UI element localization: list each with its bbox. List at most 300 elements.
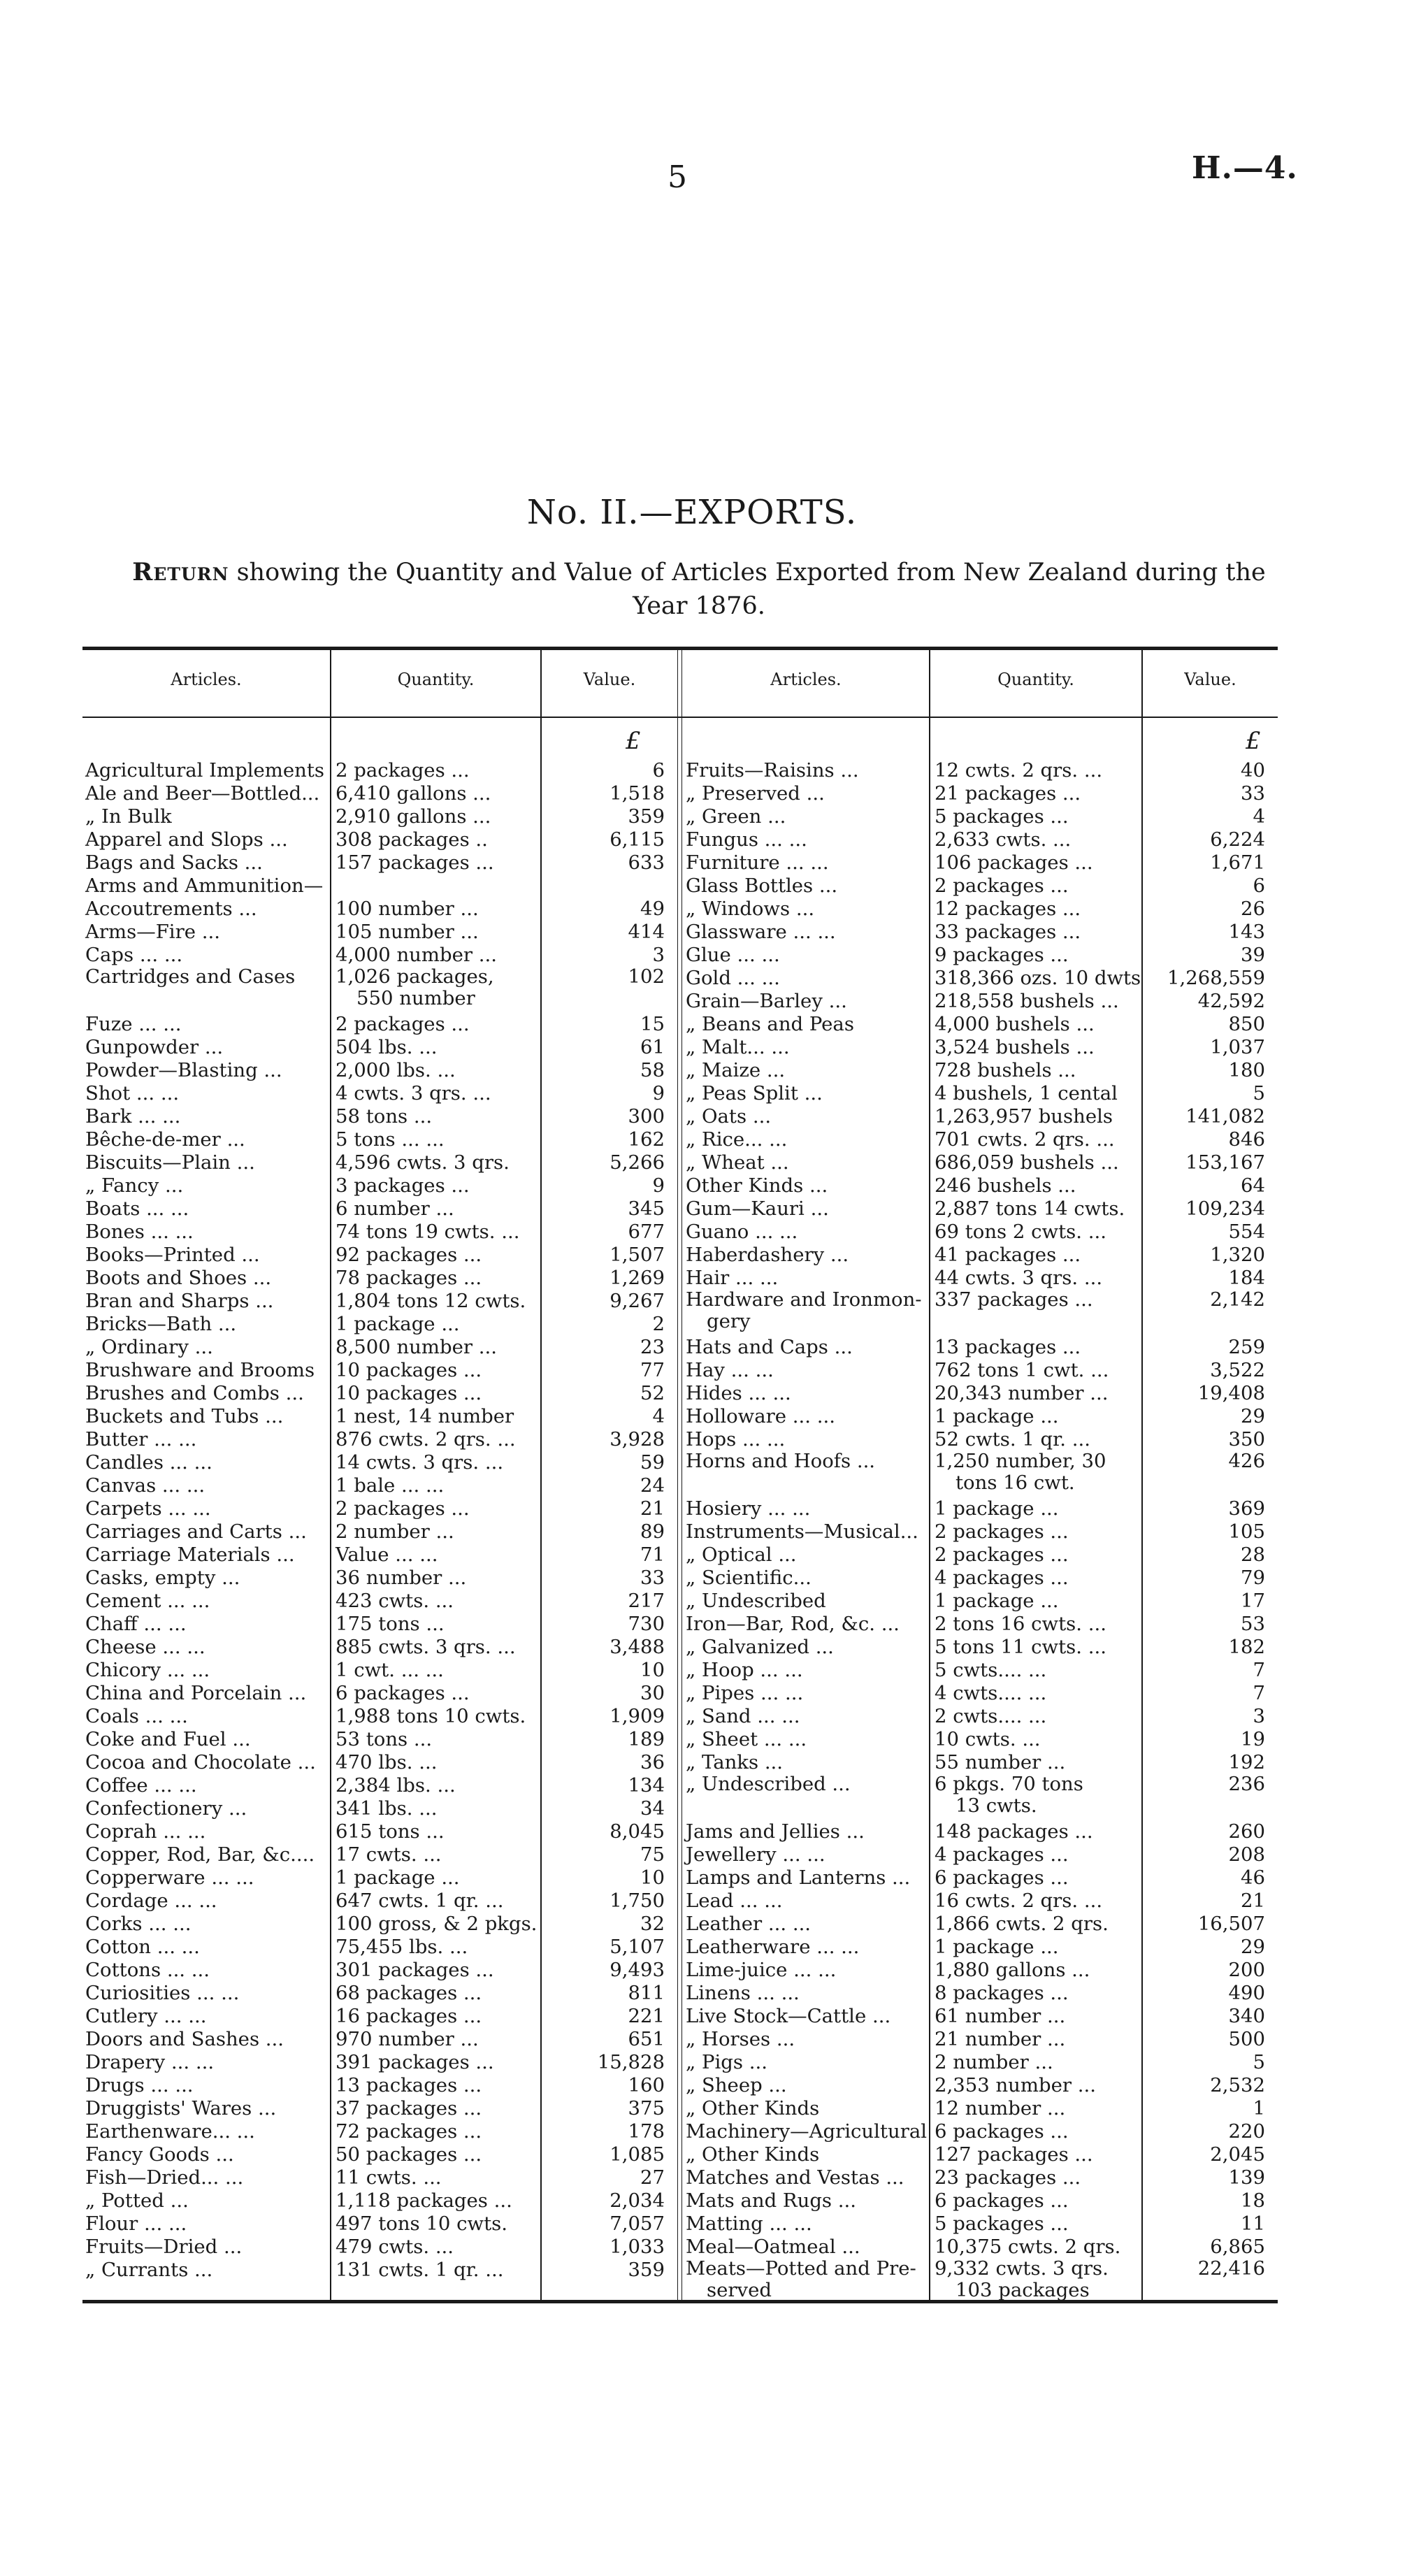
article-cell: Lamps and Lanterns ... [686,1866,911,1889]
value-cell: 34 [640,1797,665,1820]
table-row [82,2235,677,2258]
value-cell: 29 [1241,1936,1265,1958]
quantity-cell: 3,524 bushels ... [935,1036,1095,1058]
value-cell: 21 [1241,1890,1265,1912]
table-row [82,1404,677,1427]
table-row [82,920,677,943]
value-cell: 10 [640,1659,665,1681]
value-cell: 53 [1241,1613,1265,1635]
value-cell: 3 [1253,1705,1265,1727]
article-cell: Hops ... ... [686,1428,786,1451]
article-cell: Live Stock—Cattle ... [686,2005,891,2027]
article-cell: Cocoa and Chocolate ... [85,1751,316,1773]
value-cell: 49 [640,898,665,920]
value-cell: 5,107 [610,1936,665,1958]
quantity-cell: 6 packages ... [935,2189,1069,2212]
table-row [683,1681,1278,1704]
quantity-cell: 16 packages ... [336,2005,482,2027]
value-cell: 1,750 [610,1890,665,1912]
table-row [82,966,677,1012]
table-row [683,1128,1278,1151]
value-cell: 143 [1228,921,1265,943]
quantity-cell: 341 lbs. ... [336,1797,438,1820]
table-row [82,1797,677,1820]
quantity-cell: 8 packages ... [935,1982,1069,2004]
value-cell: 109,234 [1185,1197,1265,1220]
quantity-cell: 2 number ... [935,2051,1053,2073]
quantity-cell: 72 packages ... [336,2120,482,2143]
quantity-cell: 69 tons 2 cwts. ... [935,1221,1106,1243]
article-cell: Fancy Goods ... [85,2143,234,2166]
quantity-cell: 4,000 number ... [336,944,497,966]
value-cell: 39 [1241,944,1265,966]
article-cell: Chicory ... ... [85,1659,210,1681]
exports-table-right [683,758,1278,2304]
article-cell: Agricultural Implements [85,759,324,782]
table-row [82,1243,677,1266]
quantity-cell: 12 packages ... [935,898,1081,920]
table-row [82,1427,677,1451]
article-cell: Lead ... ... [686,1890,783,1912]
value-cell: 58 [640,1059,665,1081]
article-cell: Biscuits—Plain ... [85,1151,255,1174]
article-cell: „ Rice... ... [686,1128,788,1151]
article-cell: Candles ... ... [85,1451,212,1474]
quantity-cell: 5 tons ... ... [336,1128,445,1151]
quantity-cell: 4 packages ... [935,1567,1069,1589]
table-row [683,897,1278,920]
article-cell: „ Malt... ... [686,1036,790,1058]
article-cell: Corks ... ... [85,1913,192,1935]
value-cell: 1,671 [1210,851,1265,874]
value-cell: 5 [1253,1082,1265,1104]
article-cell: Carpets ... ... [85,1497,211,1520]
article-cell: Fruits—Raisins ... [686,759,859,782]
table-row [683,1889,1278,1912]
article-cell: Linens ... ... [686,1982,800,2004]
value-cell: 340 [1228,2005,1265,2027]
value-cell: 7 [1253,1682,1265,1704]
table-row [82,2027,677,2050]
value-cell: 180 [1228,1059,1265,1081]
quantity-cell: 1 cwt. ... ... [336,1659,444,1681]
article-cell: „ Horses ... [686,2028,795,2050]
quantity-cell: 74 tons 19 cwts. ... [336,1221,520,1243]
article-cell: Brushware and Brooms [85,1359,315,1381]
article-cell: Cordage ... ... [85,1890,217,1912]
value-cell: 300 [628,1105,665,1128]
value-cell: 345 [628,1197,665,1220]
quantity-cell: 12 number ... [935,2097,1066,2120]
quantity-cell: Value ... ... [336,1544,438,1566]
article-cell: Matches and Vestas ... [686,2166,904,2189]
table-row [82,828,677,851]
quantity-cell: 1 nest, 14 number [336,1405,514,1427]
article-cell: Boats ... ... [85,1197,189,1220]
article-cell: Copperware ... ... [85,1866,254,1889]
quantity-cell: 10 packages ... [336,1359,482,1381]
quantity-cell: 301 packages ... [336,1959,494,1981]
table-row [82,1935,677,1958]
article-cell: Machinery—Agricultural [686,2120,928,2143]
article-cell: „ Other Kinds [686,2143,820,2166]
value-cell: 369 [1228,1497,1265,1520]
table-row [683,1912,1278,1935]
article-cell: Bags and Sacks ... [85,851,263,874]
quantity-cell: 4 packages ... [935,1843,1069,1866]
quantity-cell: 391 packages ... [336,2051,494,2073]
table-row [82,1058,677,1081]
article-cell: China and Porcelain ... [85,1682,307,1704]
table-row [82,1104,677,1128]
quantity-cell: 44 cwts. 3 qrs. ... [935,1267,1103,1289]
quantity-cell: 5 packages ... [935,2212,1069,2235]
article-cell: Coke and Fuel ... [85,1728,251,1750]
value-cell: 846 [1228,1128,1265,1151]
value-cell: 6,224 [1210,828,1265,851]
value-cell: 1,507 [610,1244,665,1266]
value-cell: 17 [1241,1590,1265,1612]
quantity-cell: 148 packages ... [935,1820,1093,1843]
quantity-cell: 1 package ... [336,1866,460,1889]
article-cell: Coprah ... ... [85,1820,206,1843]
quantity-cell: 131 cwts. 1 qr. ... [336,2259,504,2281]
quantity-cell: 1,118 packages ... [336,2189,512,2212]
quantity-cell: 52 cwts. 1 qr. ... [935,1428,1090,1451]
article-cell: „ Sheep ... [686,2074,787,2096]
value-cell: 105 [1228,1520,1265,1543]
value-cell: 7 [1253,1659,1265,1681]
table-row [683,1843,1278,1866]
quantity-cell: 6 pkgs. 70 tons 13 cwts. [935,1773,1083,1817]
quantity-cell: 1,263,957 bushels [935,1105,1113,1128]
quantity-cell: 1 package ... [336,1313,460,1335]
quantity-cell: 615 tons ... [336,1820,445,1843]
table-row [683,1704,1278,1727]
article-cell: Drapery ... ... [85,2051,215,2073]
article-cell: Meal—Oatmeal ... [686,2236,860,2258]
table-row [683,1335,1278,1358]
quantity-cell: 75,455 lbs. ... [336,1936,468,1958]
value-cell: 260 [1228,1820,1265,1843]
article-cell: „ Peas Split ... [686,1082,823,1104]
quantity-cell: 13 packages ... [935,1336,1081,1358]
table-row [683,943,1278,966]
table-row [683,1081,1278,1104]
value-cell: 850 [1228,1013,1265,1035]
table-row [683,1658,1278,1681]
quantity-cell: 100 number ... [336,898,479,920]
value-cell: 79 [1241,1567,1265,1589]
article-cell: „ Optical ... [686,1544,797,1566]
table-row [683,1381,1278,1404]
value-cell: 19 [1241,1728,1265,1750]
center-double-divider [677,650,682,2303]
table-row [683,1104,1278,1128]
value-cell: 6,115 [610,828,665,851]
table-row [683,2258,1278,2304]
article-cell: Buckets and Tubs ... [85,1405,284,1427]
table-row [683,1035,1278,1058]
table-row [82,1497,677,1520]
quantity-cell: 728 bushels ... [935,1059,1076,1081]
quantity-cell: 12 cwts. 2 qrs. ... [935,759,1103,782]
value-cell: 15 [640,1013,665,1035]
article-cell: Coffee ... ... [85,1774,197,1797]
quantity-cell: 6 packages ... [935,1866,1069,1889]
value-cell: 26 [1241,898,1265,920]
table-row [82,782,677,805]
table-row [82,1012,677,1035]
article-cell: Horns and Hoofs ... [686,1451,876,1472]
table-row [82,2189,677,2212]
article-cell: „ Ordinary ... [85,1336,213,1358]
table-row [82,1174,677,1197]
quantity-cell: 885 cwts. 3 qrs. ... [336,1636,516,1658]
document-reference: H.—4. [1192,150,1298,186]
quantity-cell: 33 packages ... [935,921,1081,943]
value-cell: 22,416 [1197,2258,1265,2280]
value-cell: 350 [1228,1428,1265,1451]
article-cell: „ Green ... [686,805,786,828]
quantity-cell: 470 lbs. ... [336,1751,438,1773]
header-value-left: Value. [583,670,636,689]
article-cell: „ Sand ... ... [686,1705,800,1727]
article-cell: Ale and Beer—Bottled... [85,782,320,805]
table-row [82,758,677,782]
article-cell: „ Oats ... [686,1105,772,1128]
table-row [683,2027,1278,2050]
value-cell: 3,522 [1210,1359,1265,1381]
quantity-cell: 4 cwts. 3 qrs. ... [336,1082,491,1104]
quantity-cell: 17 cwts. ... [336,1843,442,1866]
table-row [82,1335,677,1358]
quantity-cell: 23 packages ... [935,2166,1081,2189]
value-cell: 1,268,559 [1167,967,1265,989]
quantity-cell: 876 cwts. 2 qrs. ... [336,1428,516,1451]
value-cell: 59 [640,1451,665,1474]
article-cell: Coals ... ... [85,1705,188,1727]
table-row [82,1773,677,1797]
table-row [82,1220,677,1243]
quantity-cell: 37 packages ... [336,2097,482,2120]
header-quantity-right: Quantity. [997,670,1074,689]
value-cell: 46 [1241,1866,1265,1889]
quantity-cell: 337 packages ... [935,1289,1093,1311]
value-cell: 3,488 [610,1636,665,1658]
table-row [683,1427,1278,1451]
quantity-cell: 1,026 packages, 550 number [336,966,494,1009]
page-number: 5 [668,159,687,195]
table-row [82,1151,677,1174]
quantity-cell: 762 tons 1 cwt. ... [935,1359,1109,1381]
article-cell: Bricks—Bath ... [85,1313,237,1335]
table-row [683,1589,1278,1612]
article-cell: Arms—Fire ... [85,921,220,943]
article-cell: Other Kinds ... [686,1174,828,1197]
quantity-cell: 105 number ... [336,921,479,943]
article-cell: „ Scientific... [686,1567,812,1589]
article-cell: „ Galvanized ... [686,1636,834,1658]
article-cell: Curiosities ... ... [85,1982,240,2004]
value-cell: 6 [1253,875,1265,897]
value-cell: 102 [628,966,665,988]
table-row [82,2073,677,2096]
table-row [683,2050,1278,2073]
quantity-cell: 10,375 cwts. 2 qrs. [935,2236,1121,2258]
table-row [82,1128,677,1151]
article-cell: Iron—Bar, Rod, &c. ... [686,1613,900,1635]
article-cell: Grain—Barley ... [686,990,847,1012]
quantity-cell: 2,384 lbs. ... [336,1774,456,1797]
value-cell: 33 [1241,782,1265,805]
article-cell: Fungus ... ... [686,828,807,851]
article-cell: „ Beans and Peas [686,1013,854,1035]
value-cell: 4 [1253,805,1265,828]
quantity-cell: 5 packages ... [935,805,1069,828]
article-cell: Bones ... ... [85,1221,194,1243]
table-row [82,1889,677,1912]
article-cell: Jewellery ... ... [686,1843,825,1866]
article-cell: Cottons ... ... [85,1959,210,1981]
value-cell: 28 [1241,1544,1265,1566]
quantity-cell: 318,366 ozs. 10 dwts [935,967,1141,989]
article-cell: Chaff ... ... [85,1613,187,1635]
article-cell: Apparel and Slops ... [85,828,288,851]
table-row [683,1981,1278,2004]
table-row [82,897,677,920]
table-row [82,1081,677,1104]
table-row [683,1058,1278,1081]
header-value-right: Value. [1184,670,1236,689]
table-row [82,1520,677,1543]
quantity-cell: 1 package ... [935,1497,1059,1520]
article-cell: „ Tanks ... [686,1751,784,1773]
quantity-cell: 20,343 number ... [935,1382,1109,1404]
quantity-cell: 14 cwts. 3 qrs. ... [336,1451,504,1474]
article-cell: Furniture ... ... [686,851,829,874]
value-cell: 2,142 [1210,1289,1265,1311]
value-cell: 64 [1241,1174,1265,1197]
table-row [82,1750,677,1773]
table-row [82,1566,677,1589]
table-row [683,2096,1278,2120]
table-row [683,1866,1278,1889]
exports-table-left [82,758,677,2281]
article-cell: „ Hoop ... ... [686,1659,803,1681]
table-row [683,758,1278,782]
table-row [683,1174,1278,1197]
value-cell: 89 [640,1520,665,1543]
table-row [82,1820,677,1843]
quantity-cell: 686,059 bushels ... [935,1151,1119,1174]
quantity-cell: 647 cwts. 1 qr. ... [336,1890,504,1912]
quantity-cell: 1 package ... [935,1590,1059,1612]
article-cell: Bêche-de-mer ... [85,1128,245,1151]
value-cell: 24 [640,1474,665,1497]
value-cell: 5,266 [610,1151,665,1174]
table-row [82,851,677,874]
table-row [82,874,677,897]
value-cell: 61 [640,1036,665,1058]
article-cell: Casks, empty ... [85,1567,240,1589]
article-cell: Hair ... ... [686,1267,779,1289]
value-cell: 2,532 [1210,2074,1265,2096]
table-row [82,2050,677,2073]
value-cell: 633 [628,851,665,874]
article-cell: Copper, Rod, Bar, &c.... [85,1843,315,1866]
quantity-cell: 100 gross, & 2 pkgs. [336,1913,538,1935]
quantity-cell: 2 packages ... [935,875,1069,897]
value-cell: 811 [628,1982,665,2004]
value-cell: 21 [640,1497,665,1520]
value-cell: 52 [640,1382,665,1404]
quantity-cell: 55 number ... [935,1751,1066,1773]
table-row [82,1474,677,1497]
table-row [683,1635,1278,1658]
quantity-cell: 58 tons ... [336,1105,433,1128]
article-cell: Brushes and Combs ... [85,1382,304,1404]
quantity-cell: 50 packages ... [336,2143,482,2166]
value-cell: 221 [628,2005,665,2027]
quantity-cell: 1,988 tons 10 cwts. [336,1705,526,1727]
table-row [683,1289,1278,1335]
table-row [683,2189,1278,2212]
quantity-cell: 10 packages ... [336,1382,482,1404]
quantity-cell: 11 cwts. ... [336,2166,442,2189]
table-row [82,1612,677,1635]
quantity-cell: 5 tons 11 cwts. ... [935,1636,1106,1658]
table-row [683,1151,1278,1174]
value-cell: 1 [1253,2097,1265,2120]
article-cell: Matting ... ... [686,2212,812,2235]
article-cell: „ Maize ... [686,1059,786,1081]
value-cell [540,874,677,897]
quantity-cell: 2,353 number ... [935,2074,1096,2096]
table-row [683,828,1278,851]
quantity-cell: 1,250 number, 30 tons 16 cwt. [935,1451,1106,1494]
quantity-cell: 10 cwts. ... [935,1728,1041,1750]
quantity-cell: 6 packages ... [935,2120,1069,2143]
quantity-cell: 41 packages ... [935,1244,1081,1266]
value-cell: 3 [652,944,665,966]
article-cell: „ Preserved ... [686,782,825,805]
value-cell: 1,909 [610,1705,665,1727]
article-cell: Powder—Blasting ... [85,1059,282,1081]
value-cell: 2,034 [610,2189,665,2212]
table-row [82,1312,677,1335]
quantity-cell: 9 packages ... [935,944,1069,966]
table-row [82,2004,677,2027]
article-cell: „ Undescribed ... [686,1773,851,1795]
article-cell: Glue ... ... [686,944,780,966]
article-cell: Flour ... ... [85,2212,187,2235]
article-cell: Mats and Rugs ... [686,2189,857,2212]
quantity-cell: 8,500 number ... [336,1336,497,1358]
table-row [683,920,1278,943]
value-cell: 490 [1228,1982,1265,2004]
article-cell: „ Sheet ... ... [686,1728,807,1750]
quantity-cell: 308 packages .. [336,828,488,851]
table-row [82,1704,677,1727]
quantity-cell: 9,332 cwts. 3 qrs. 103 packages [935,2258,1109,2301]
quantity-cell: 157 packages ... [336,851,494,874]
value-cell: 414 [628,921,665,943]
quantity-cell: 2,910 gallons ... [336,805,491,828]
article-cell: „ Other Kinds [686,2097,820,2120]
table-row [82,2096,677,2120]
header-quantity-left: Quantity. [397,670,475,689]
